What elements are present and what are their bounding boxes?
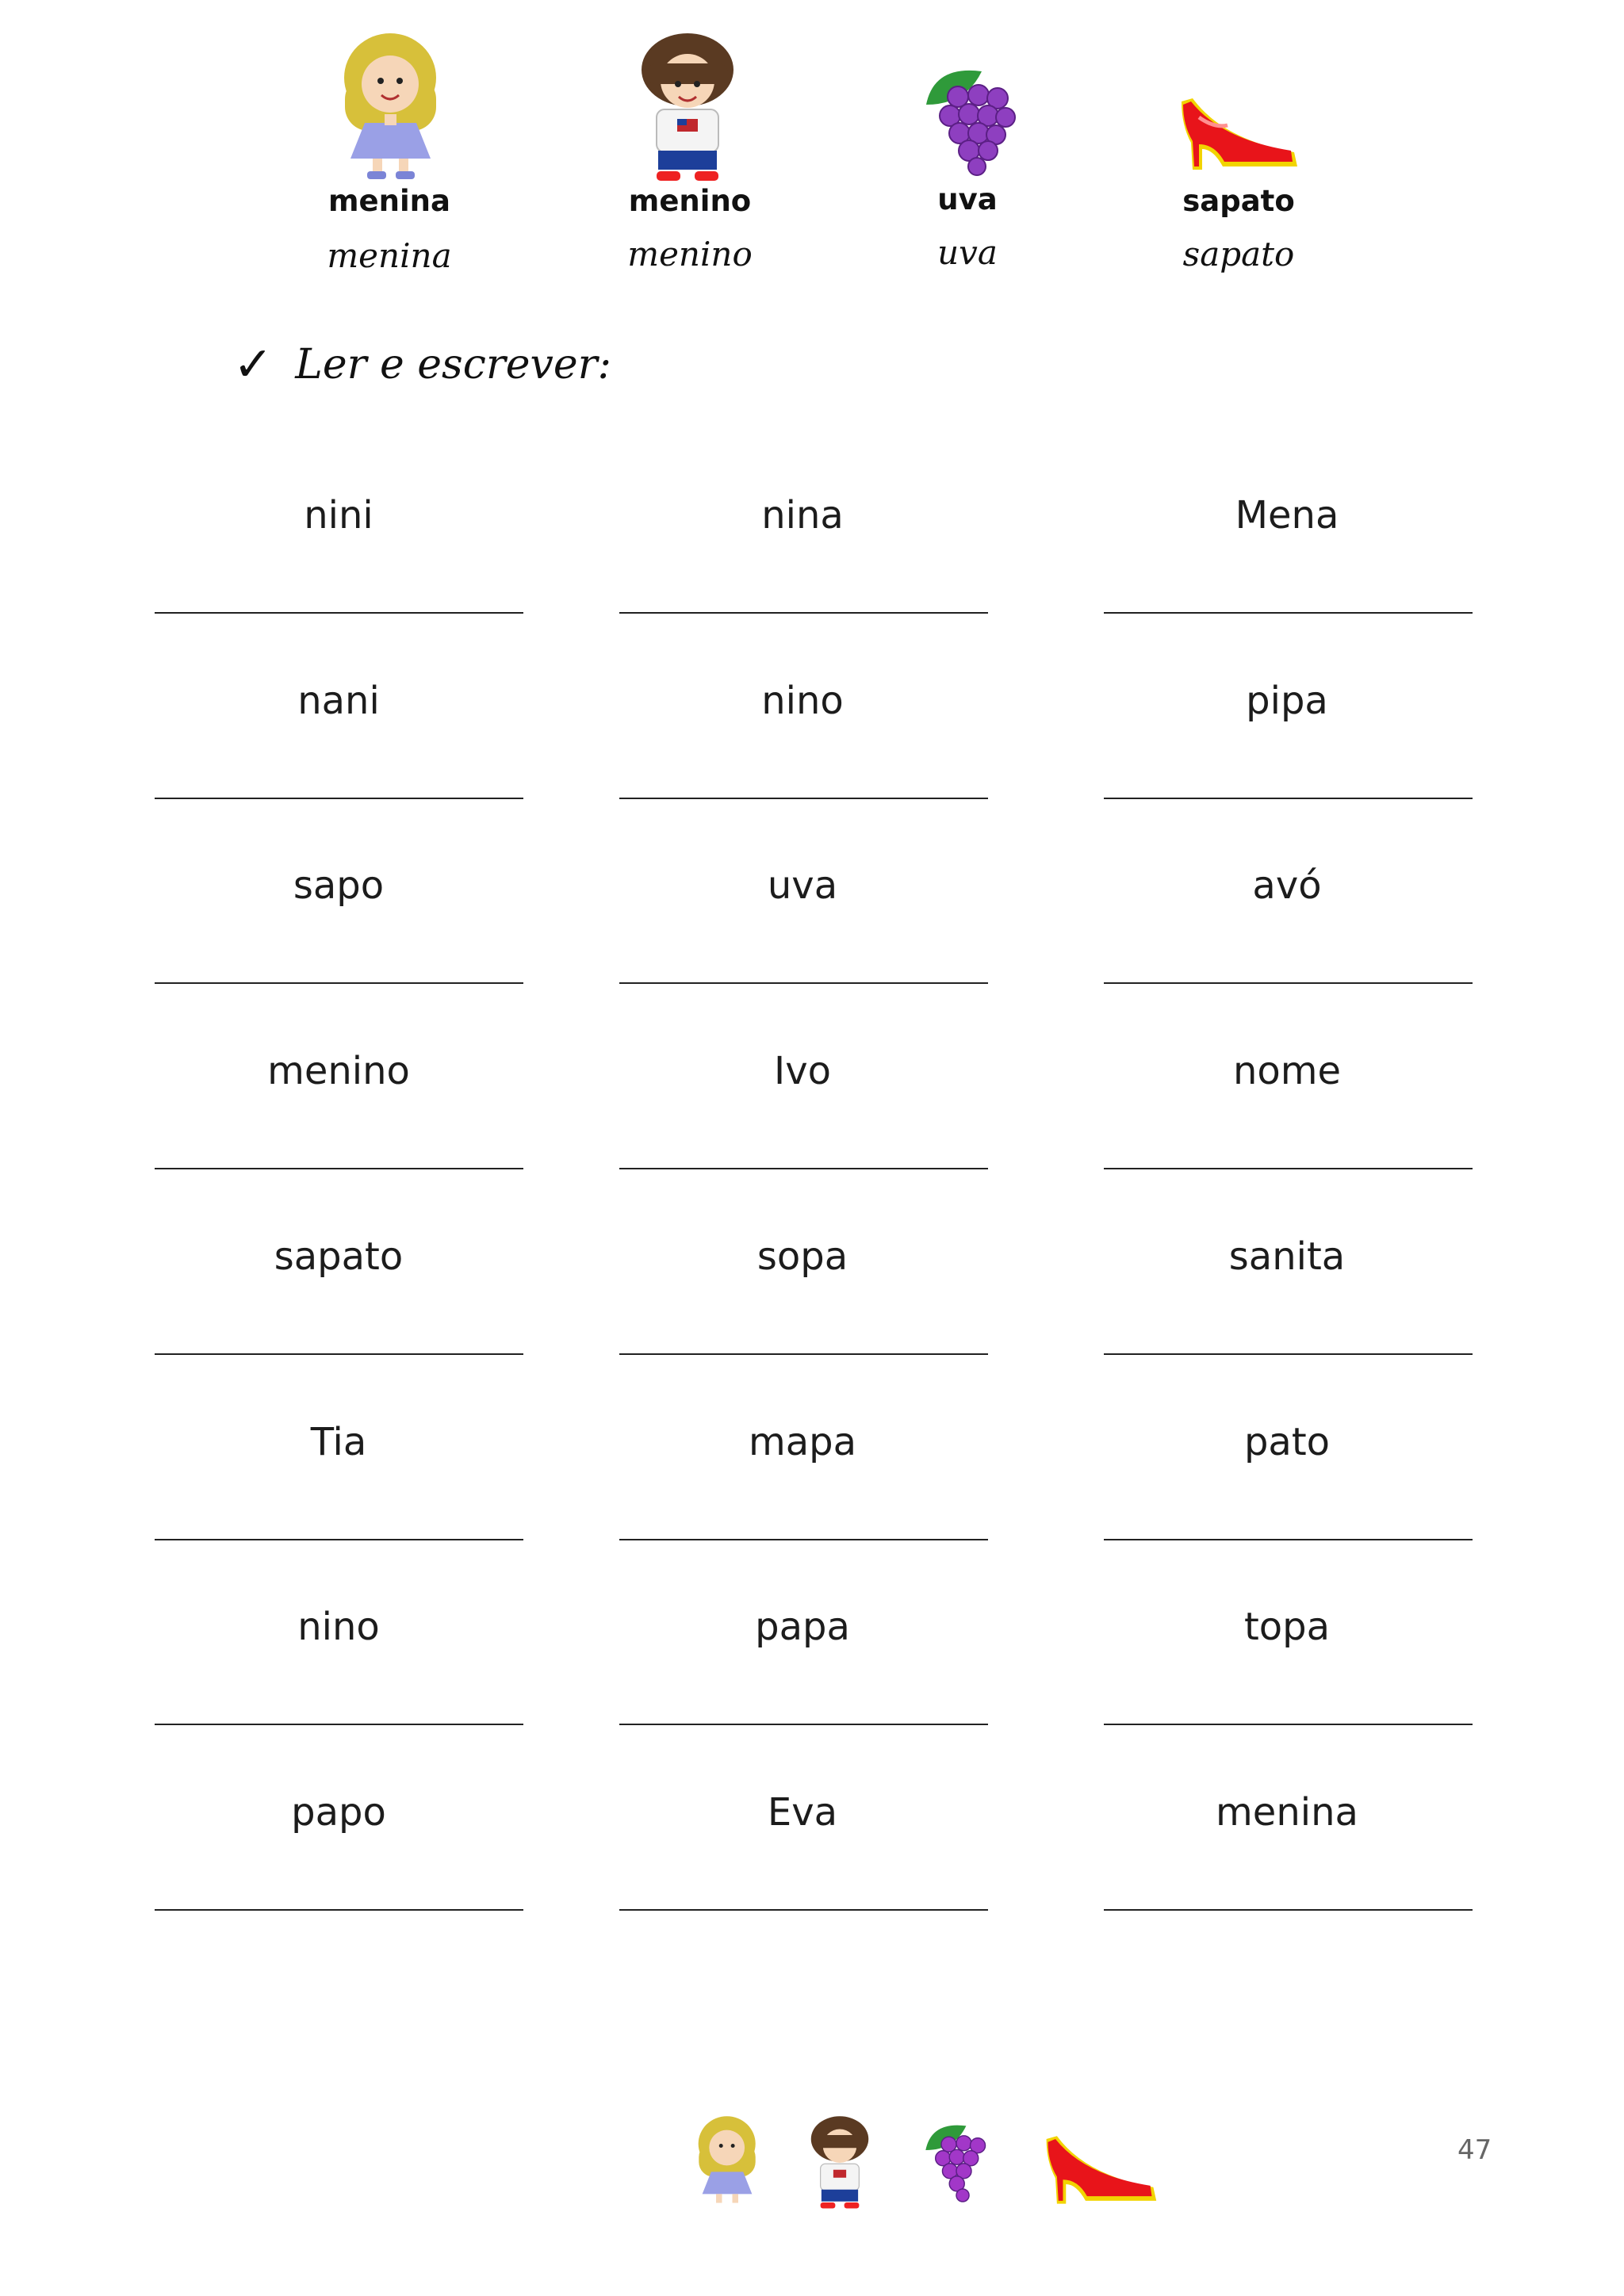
writing-line-2-2[interactable]: [619, 798, 988, 799]
writing-line-6-2[interactable]: [619, 1539, 988, 1540]
word-7-1: nino: [297, 1605, 380, 1650]
picture-label-grapes: uva: [937, 182, 998, 216]
word-2-1: nani: [297, 678, 380, 723]
writing-line-8-1[interactable]: [155, 1909, 523, 1911]
picture-cursive-boy: menino: [627, 235, 753, 274]
word-2-3: pipa: [1246, 678, 1328, 723]
picture-cursive-girl: menina: [327, 236, 452, 275]
red-shoe-icon: [1175, 94, 1300, 173]
writing-line-7-3[interactable]: [1104, 1724, 1473, 1725]
word-3-3: avó: [1252, 863, 1322, 909]
boy-icon: [807, 2115, 872, 2210]
word-1-1: nini: [304, 493, 373, 538]
writing-line-1-2[interactable]: [619, 612, 988, 614]
word-4-3: nome: [1232, 1049, 1342, 1094]
word-5-3: sanita: [1228, 1234, 1346, 1279]
checkmark-icon: ✓: [233, 337, 274, 392]
word-8-3: menina: [1216, 1789, 1358, 1835]
writing-line-7-1[interactable]: [155, 1724, 523, 1725]
writing-line-4-1[interactable]: [155, 1168, 523, 1169]
writing-line-6-3[interactable]: [1104, 1539, 1473, 1540]
word-1-3: Mena: [1235, 493, 1339, 538]
word-3-1: sapo: [293, 863, 385, 909]
word-5-2: sopa: [756, 1234, 848, 1279]
writing-line-7-2[interactable]: [619, 1724, 988, 1725]
writing-line-2-1[interactable]: [155, 798, 523, 799]
picture-cursive-shoe: sapato: [1182, 235, 1295, 274]
word-7-2: papa: [755, 1605, 850, 1650]
writing-line-5-1[interactable]: [155, 1353, 523, 1355]
word-6-3: pato: [1243, 1419, 1331, 1464]
girl-icon: [337, 32, 444, 182]
writing-line-1-3[interactable]: [1104, 612, 1473, 614]
picture-label-boy: menino: [628, 184, 752, 218]
writing-line-5-3[interactable]: [1104, 1353, 1473, 1355]
writing-line-8-2[interactable]: [619, 1909, 988, 1911]
instruction: [233, 337, 611, 392]
writing-line-8-3[interactable]: [1104, 1909, 1473, 1911]
red-shoe-icon: [1040, 2131, 1159, 2207]
picture-label-shoe: sapato: [1182, 184, 1295, 218]
boy-icon: [636, 32, 739, 184]
writing-line-2-3[interactable]: [1104, 798, 1473, 799]
writing-line-5-2[interactable]: [619, 1353, 988, 1355]
writing-line-4-3[interactable]: [1104, 1168, 1473, 1169]
word-3-2: uva: [767, 863, 838, 909]
picture-cursive-grapes: uva: [937, 233, 998, 272]
word-4-1: menino: [267, 1049, 410, 1094]
writing-line-1-1[interactable]: [155, 612, 523, 614]
word-1-2: nina: [761, 493, 844, 538]
writing-line-3-1[interactable]: [155, 982, 523, 984]
writing-line-3-3[interactable]: [1104, 982, 1473, 984]
word-8-2: Eva: [767, 1789, 838, 1835]
word-6-1: Tia: [310, 1419, 367, 1464]
word-6-2: mapa: [748, 1419, 857, 1464]
grapes-icon: [918, 57, 1018, 176]
writing-line-6-1[interactable]: [155, 1539, 523, 1540]
word-4-2: Ivo: [774, 1049, 831, 1094]
page-number: 47: [1457, 2134, 1492, 2166]
instruction-text: Ler e escrever:: [295, 341, 612, 388]
word-7-3: topa: [1243, 1605, 1331, 1650]
writing-line-4-2[interactable]: [619, 1168, 988, 1169]
writing-line-3-2[interactable]: [619, 982, 988, 984]
word-8-1: papo: [291, 1789, 386, 1835]
word-5-1: sapato: [274, 1234, 404, 1279]
picture-label-girl: menina: [328, 184, 450, 218]
word-2-2: nino: [761, 678, 844, 723]
girl-icon: [694, 2115, 760, 2209]
grapes-icon: [920, 2115, 993, 2202]
